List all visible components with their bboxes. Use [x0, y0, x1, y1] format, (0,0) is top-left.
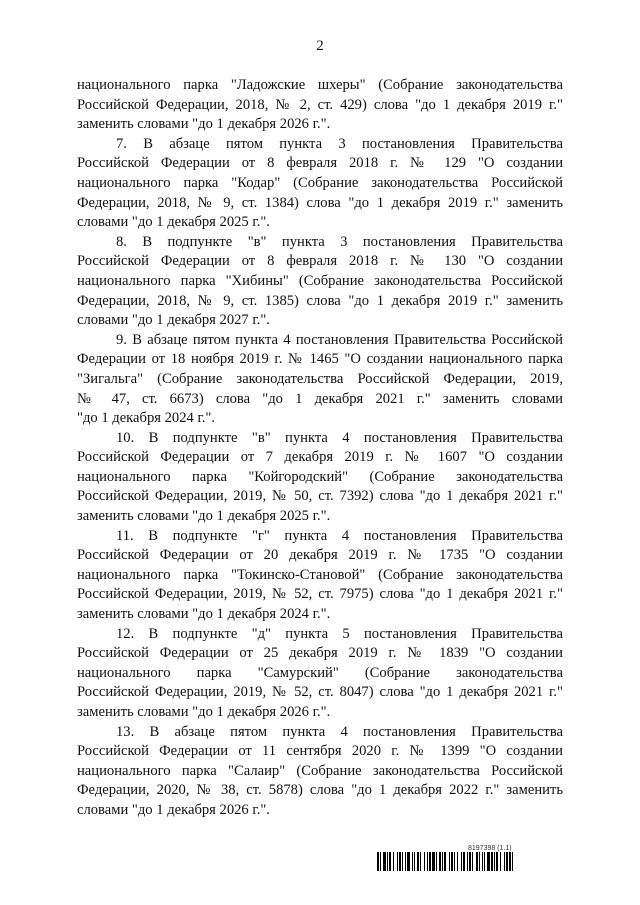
text-line: Российской Федерации от 25 декабря 2019 г. № 1839 "О создании [77, 645, 563, 662]
text-line: Федерации, 2018, № 9, ст. 1384) слова "до 1 декабря 2019 г." заменить [77, 194, 563, 211]
text-line: словами "до 1 декабря 2026 г.". [77, 801, 270, 818]
text-line: словами "до 1 декабря 2025 г.". [77, 214, 270, 231]
text-line: 9. В абзаце пятом пункта 4 постановления Правительства Российской [116, 331, 563, 348]
text-line: Российской Федерации от 20 декабря 2019 г. № 1735 "О создании [77, 547, 563, 564]
text-line: Федерации, 2018, № 9, ст. 1385) слова "до 1 декабря 2019 г." заменить [77, 292, 563, 309]
text-line: 7. В абзаце пятом пункта 3 постановления Правительства [116, 135, 563, 152]
text-line: Российской Федерации, 2018, № 2, ст. 429) слова "до 1 декабря 2019 г." [77, 96, 563, 113]
text-line: национального парка "Самурский" (Собрание законодательства [77, 664, 563, 681]
text-line: "Зигальга" (Собрание законодательства Российской Федерации, 2019, [77, 370, 563, 387]
text-line: 10. В подпункте "в" пункта 4 постановления Правительства [116, 429, 563, 446]
barcode [377, 852, 563, 871]
text-line: национального парка "Хибины" (Собрание законодательства Российской [77, 272, 563, 289]
text-line: национального парка "Койгородский" (Собрание законодательства [77, 468, 563, 485]
text-line: заменить словами "до 1 декабря 2024 г.". [77, 606, 331, 623]
text-line: Российской Федерации, 2019, № 50, ст. 7392) слова "до 1 декабря 2021 г." [77, 488, 563, 505]
text-line: Российской Федерации от 7 декабря 2019 г. № 1607 "О создании [77, 449, 563, 466]
text-line: "до 1 декабря 2024 г.". [77, 410, 216, 427]
text-line: национального парка "Токинско-Становой" (Собрание законодательства [77, 566, 563, 583]
text-line: 8. В подпункте "в" пункта 3 постановления Правительства [116, 233, 563, 250]
document-body [77, 76, 563, 821]
text-line: Российской Федерации от 11 сентября 2020 г. № 1399 "О создании [77, 743, 563, 760]
text-line: заменить словами "до 1 декабря 2026 г.". [77, 116, 331, 133]
text-line: Российской Федерации от 8 февраля 2018 г. № 130 "О создании [77, 253, 563, 270]
text-line: Федерации от 18 ноября 2019 г. № 1465 "О создании национального парка [77, 351, 563, 368]
text-line: Российской Федерации, 2019, № 52, ст. 8047) слова "до 1 декабря 2021 г." [77, 684, 563, 701]
text-line: № 47, ст. 6673) слова "до 1 декабря 2021 г." заменить словами [77, 390, 563, 407]
document-code: 8197398 (1.1) [468, 845, 512, 852]
text-line: словами "до 1 декабря 2027 г.". [77, 312, 270, 329]
text-line: Российской Федерации от 8 февраля 2018 г. № 129 "О создании [77, 155, 563, 172]
text-line: Федерации, 2020, № 38, ст. 5878) слова "до 1 декабря 2022 г." заменить [77, 782, 563, 799]
text-line: 13. В абзаце пятом пункта 4 постановления Правительства [116, 723, 563, 740]
text-line: заменить словами "до 1 декабря 2026 г.". [77, 704, 331, 720]
text-line: заменить словами "до 1 декабря 2025 г.". [77, 508, 331, 525]
text-line: национального парка "Салаир" (Собрание законодательства Российской [77, 762, 563, 779]
text-line: национального парка "Кодар" (Собрание законодательства Российской [77, 174, 563, 191]
text-line: Российской Федерации, 2019, № 52, ст. 7975) слова "до 1 декабря 2021 г." [77, 586, 563, 603]
text-line: 12. В подпункте "д" пункта 5 постановления Правительства [116, 625, 563, 642]
text-line: 11. В подпункте "г" пункта 4 постановления Правительства [116, 527, 563, 544]
text-line: национального парка "Ладожские шхеры" (Собрание законодательства [77, 77, 563, 93]
page-number: 2 [316, 38, 324, 54]
